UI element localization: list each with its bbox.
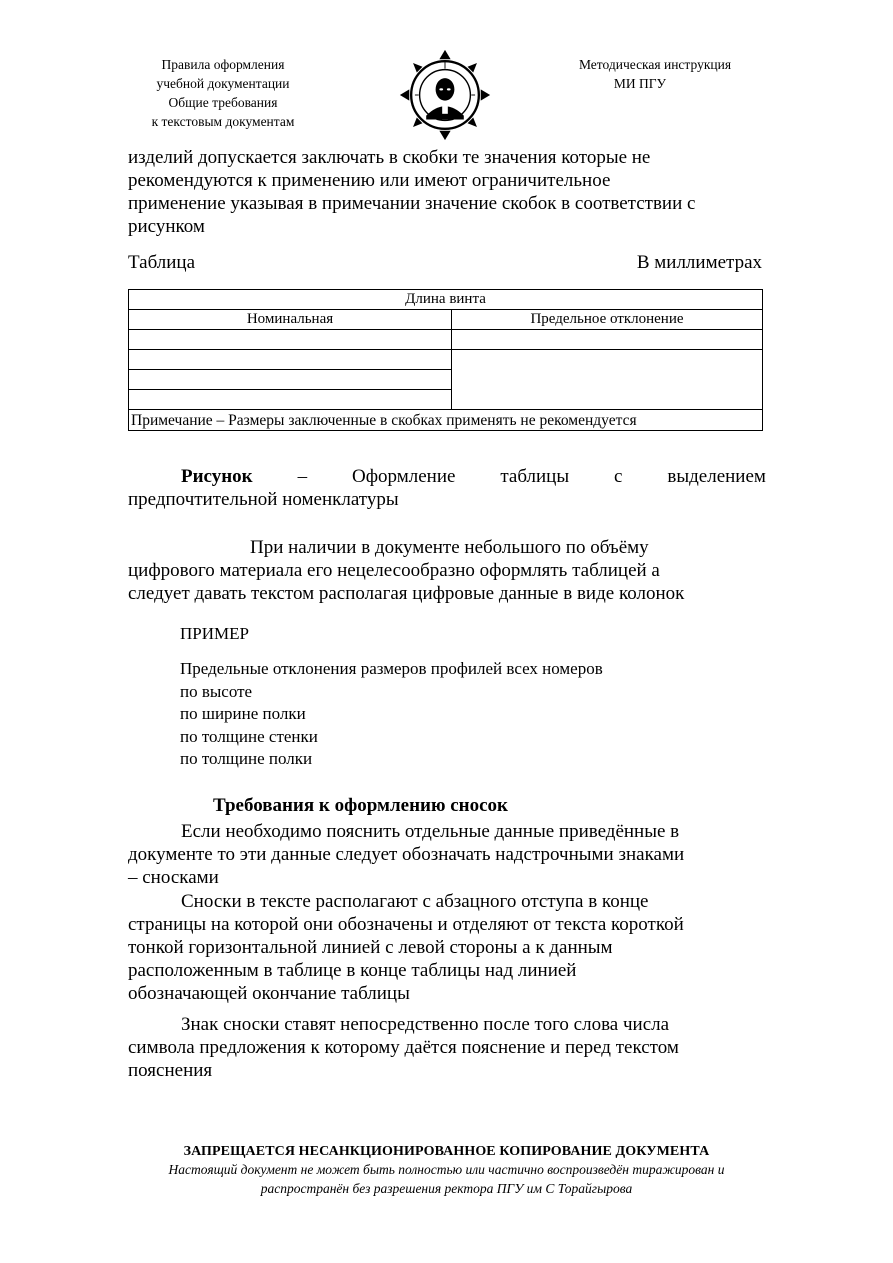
table-note: Примечание – Размеры заключенные в скобках применять не рекомендуется [129,410,763,431]
header-right-line: Методическая инструкция [578,57,732,72]
table-cell [129,330,452,350]
header-left-block [128,55,318,131]
text-line: символа предложения к которому даётся пояснение и перед текстом [128,1037,679,1058]
copy-notice-line: Настоящий документ не может быть полностью или частично воспроизведён тиражирован и [168,1162,725,1177]
table-cell [129,390,452,410]
text-line: расположенным в таблице в конце таблицы над линией [128,960,577,981]
table-cell [129,370,452,390]
header-left-line: Общие требования [168,95,278,110]
footnotes-paragraph-3 [128,1013,766,1082]
table-header-deviation: Предельное отклонение [452,310,763,330]
text-line: страницы на которой они обозначены и отделяют от текста короткой [128,914,684,935]
text-line: цифрового материала его нецелесообразно оформлять таблицей а [128,560,660,581]
text-line: Если необходимо пояснить отдельные данные приведённые в [181,821,680,842]
header-right-line: МИ ПГУ [613,76,667,91]
text-line: рисунком [128,216,205,237]
list-item: по толщине полки [180,749,313,768]
header-left-line: Правила оформления [161,57,285,72]
figure-caption-line2: предпочтительной номенклатуры [128,489,399,510]
table-row [129,310,763,330]
figure-caption-text: с [614,466,623,487]
figure-caption [128,465,766,511]
footnotes-paragraph-2 [128,890,766,1005]
table-units: В миллиметрах [636,252,762,273]
list-item: по толщине стенки [180,726,318,746]
text-line: документе то эти данные следует обозначать надстрочными знаками [128,844,685,865]
text-line: – сносками [128,867,219,888]
table-row [129,330,763,350]
university-seal-logo [398,48,492,142]
copy-warning-title: ЗАПРЕЩАЕТСЯ НЕСАНКЦИОНИРОВАННОЕ КОПИРОВАНИЕ ДОКУМЕНТА [183,1144,710,1159]
figure-caption-word: Рисунок [181,466,253,487]
table-cell [129,350,452,370]
table-header-screw-length: Длина винта [129,290,763,310]
text-line: тонкой горизонтальной линией с левой стороны а к данным [128,937,613,958]
figure-caption-text: таблицы [500,466,570,487]
section-heading: Требования к оформлению сносок [213,795,508,816]
list-item: по высоте [180,681,253,701]
list-item: по ширине полки [180,704,306,723]
figure-caption-text: Оформление [351,466,456,487]
text-line: Сноски в тексте располагают с абзацного отступа в конце [181,891,649,912]
copy-warning [0,1142,893,1160]
table-cell [452,330,763,350]
text-line: рекомендуются к применению или имеют ограничительное [128,170,611,191]
screw-length-table [128,289,763,431]
figure-caption-dash: – [297,466,308,487]
paragraph-numeric-data [128,536,766,605]
table-cell-merged [452,350,763,410]
footnotes-paragraph-1 [128,820,766,889]
list-item: Предельные отклонения размеров профилей всех номеров [180,659,603,678]
copy-notice-line: распространён без разрешения ректора ПГУ им С Торайгырова [260,1181,633,1196]
text-line: При наличии в документе небольшого по объёму [250,537,649,558]
example-list [180,658,603,771]
text-line: изделий допускается заключать в скобки те значения которые не [128,147,651,168]
text-line: применение указывая в примечании значение скобок в соответствии с [128,193,696,214]
text-line: пояснения [128,1060,213,1081]
text-line: Знак сноски ставят непосредственно после того слова числа [181,1014,670,1035]
table-row [129,290,763,310]
table-row [129,410,763,431]
table-label: Таблица [128,252,196,273]
example-label: ПРИМЕР [180,624,249,643]
header-left-line: учебной документации [156,76,290,91]
header-left-line: к текстовым документам [151,114,295,129]
figure-caption-text: выделением [667,466,766,487]
copy-notice [0,1160,893,1198]
text-line: следует давать текстом располагая цифровые данные в виде колонок [128,583,685,604]
table-row [129,350,763,370]
text-line: обозначающей окончание таблицы [128,983,410,1004]
intro-paragraph [128,146,766,238]
header-right-block [560,55,750,93]
table-header-nominal: Номинальная [129,310,452,330]
